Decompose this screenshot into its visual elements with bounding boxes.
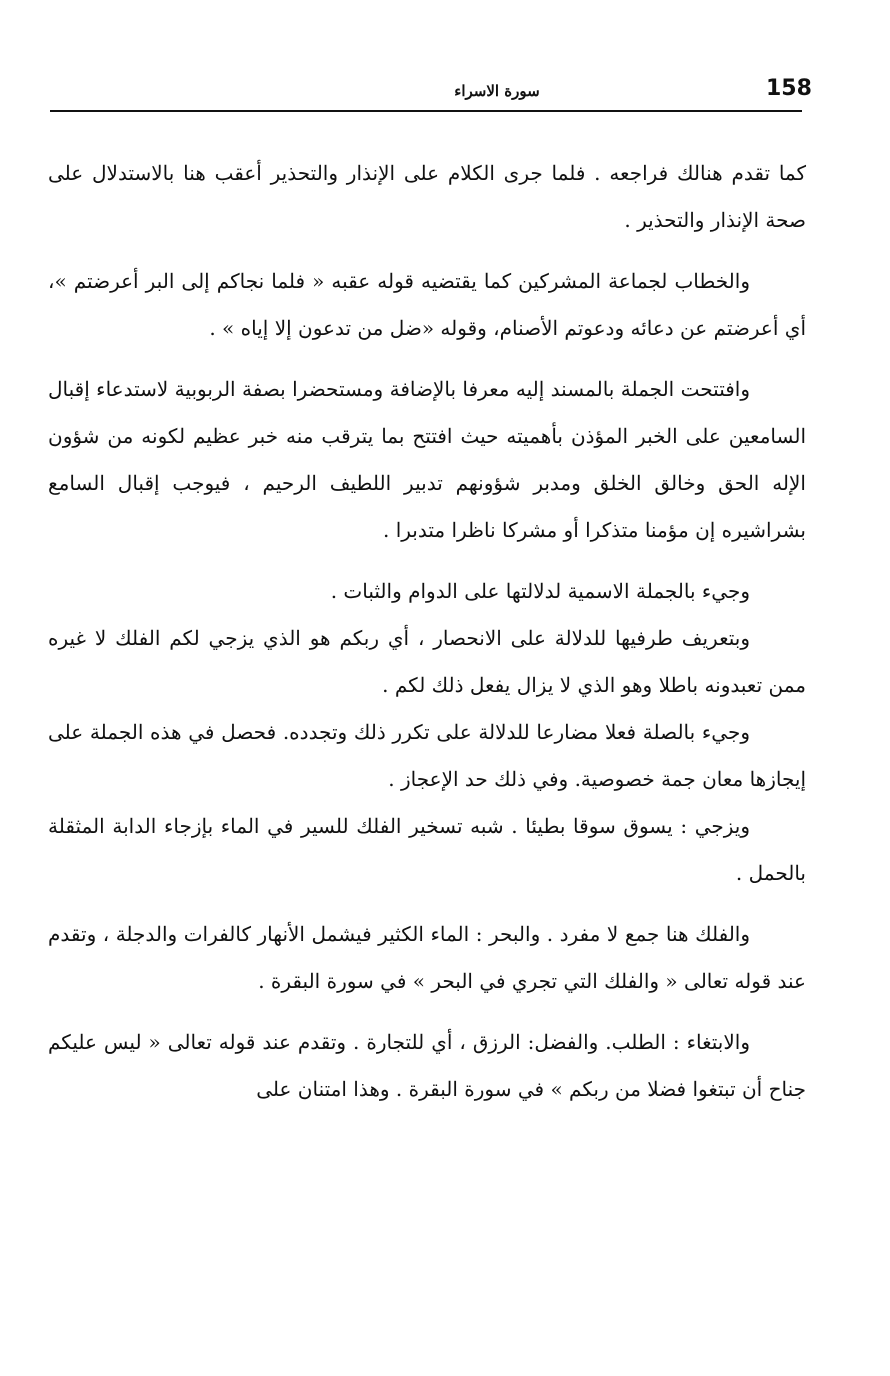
paragraph-continuation: كما تقدم هنالك فراجعه . فلما جرى الكلام على الإنذار والتحذير أعقب هنا بالاستدلال على صحة الإنذار والتحذير .	[48, 161, 806, 232]
paragraph: وجيء بالصلة فعلا مضارعا للدلالة على تكرر ذلك وتجدده. فحصل في هذه الجملة على إيجازها معان جمة خصوصية. وفي ذلك حد الإعجاز .	[48, 720, 806, 791]
paragraph: والفلك هنا جمع لا مفرد . والبحر : الماء الكثير فيشمل الأنهار كالفرات والدجلة ، وتقدم عند قوله تعالى « والفلك التي تجري في البحر » في سورة البقرة .	[48, 922, 806, 993]
paragraph: والابتغاء : الطلب. والفضل: الرزق ، أي للتجارة . وتقدم عند قوله تعالى « ليس عليكم جناح أن تبتغوا فضلا من ربكم » في سورة البقرة . وهذا امتنان على	[48, 1030, 806, 1101]
running-title: سورة الاسراء	[454, 82, 540, 100]
page-header	[50, 72, 812, 112]
page-number: 158	[766, 76, 812, 101]
paragraph: وبتعريف طرفيها للدلالة على الانحصار ، أي ربكم هو الذي يزجي لكم الفلك لا غيره ممن تعبدونه باطلا وهو الذي لا يزال يفعل ذلك لكم .	[48, 626, 806, 697]
paragraph: وافتتحت الجملة بالمسند إليه معرفا بالإضافة ومستحضرا بصفة الربوبية لاستدعاء إقبال السامعين على الخبر المؤذن بأهميته حيث افتتح بما يترقب منه خبر عظيم لكونه من شؤون الإله الحق وخالق الخلق ومدبر شؤونهم تدبير اللطيف الرحيم ، فيوجب إقبال السامع بشراشيره إن مؤمنا متذكرا أو مشركا ناظرا متدبرا .	[48, 377, 806, 542]
paragraph: وجيء بالجملة الاسمية لدلالتها على الدوام والثبات .	[330, 579, 750, 603]
page-body	[48, 150, 806, 1113]
paragraph: ويزجي : يسوق سوقا بطيئا . شبه تسخير الفلك للسير في الماء بإزجاء الدابة المثقلة بالحمل .	[48, 814, 806, 885]
paragraph: والخطاب لجماعة المشركين كما يقتضيه قوله عقبه « فلما نجاكم إلى البر أعرضتم »، أي أعرضتم عن دعائه ودعوتم الأصنام، وقوله «ضل من تدعون إلا إياه » .	[48, 269, 806, 340]
